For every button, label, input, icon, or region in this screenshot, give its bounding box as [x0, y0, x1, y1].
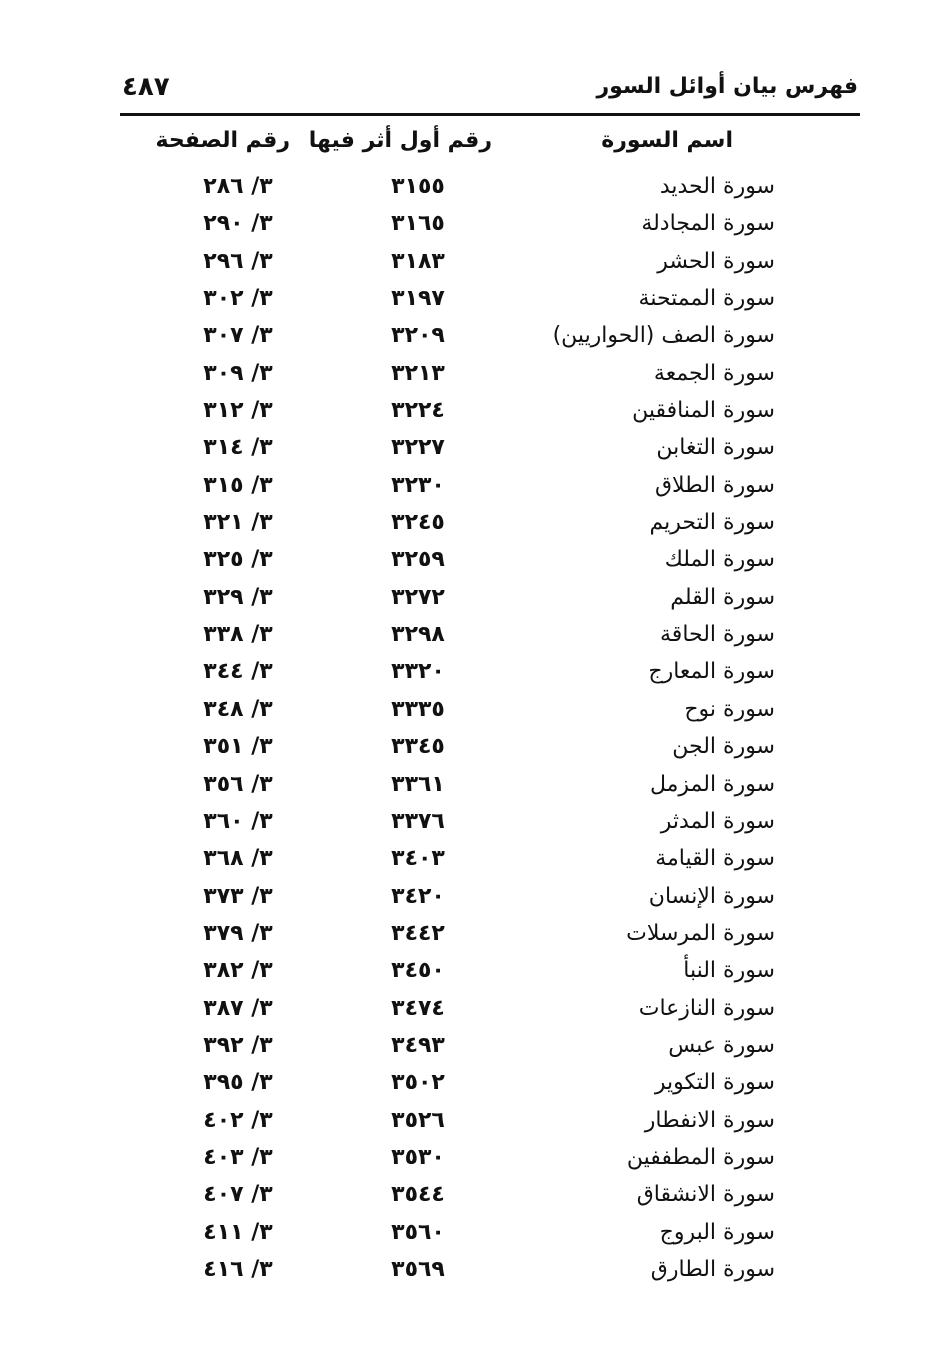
page-reference: ٣/ ٤١١: [203, 1219, 273, 1245]
surah-name: سورة البروج: [659, 1219, 775, 1245]
surah-name: سورة الطارق: [650, 1256, 775, 1282]
surah-name: سورة عبس: [668, 1032, 775, 1058]
table-row: [0, 1064, 938, 1101]
surah-name: سورة التحريم: [649, 510, 775, 536]
column-header-first-athar: رقم أول أثر فيها: [308, 128, 492, 153]
table-row: [0, 1102, 938, 1139]
page-reference: ٣/ ٣٣٨: [203, 622, 273, 648]
table-row: [0, 1251, 938, 1288]
table-row: [0, 766, 938, 803]
table-row: [0, 541, 938, 578]
page-reference: ٣/ ٣٦٠: [203, 808, 273, 834]
table-row: [0, 616, 938, 653]
column-header-page: رقم الصفحة: [155, 128, 290, 153]
first-athar-number: ٣٢٥٩: [391, 547, 445, 573]
table-row: [0, 504, 938, 541]
table-row: [0, 317, 938, 354]
surah-name: سورة الانفطار: [644, 1107, 775, 1133]
page-reference: ٣/ ٤٠٧: [203, 1182, 273, 1208]
page-reference: ٣/ ٢٩٠: [203, 211, 273, 237]
first-athar-number: ٣٥٣٠: [391, 1144, 445, 1170]
surah-name: سورة الجمعة: [653, 360, 775, 386]
page-reference: ٣/ ٢٩٦: [203, 248, 273, 274]
column-header-surah-name: اسم السورة: [601, 128, 733, 153]
table-row: [0, 653, 938, 690]
first-athar-number: ٣٢١٣: [391, 360, 445, 386]
page-reference: ٣/ ٣٩٥: [203, 1070, 273, 1096]
page-reference: ٣/ ٤٠٣: [203, 1144, 273, 1170]
table-row: [0, 205, 938, 242]
surah-name: سورة التغابن: [656, 435, 775, 461]
table-row: [0, 840, 938, 877]
table-row: [0, 280, 938, 317]
table-row: [0, 168, 938, 205]
index-table: [0, 168, 938, 1288]
first-athar-number: ٣٢٧٢: [391, 584, 445, 610]
surah-name: سورة النازعات: [638, 995, 775, 1021]
first-athar-number: ٣٥٢٦: [391, 1107, 445, 1133]
page-reference: ٣/ ٢٨٦: [203, 174, 273, 199]
first-athar-number: ٣٢٢٤: [391, 398, 445, 424]
page-reference: ٣/ ٣٠٧: [203, 323, 273, 349]
first-athar-number: ٣٥٤٤: [391, 1182, 445, 1208]
first-athar-number: ٣١٥٥: [391, 174, 445, 199]
first-athar-number: ٣٤٩٣: [391, 1032, 445, 1058]
page-reference: ٣/ ٣٢٩: [203, 584, 273, 610]
page-reference: ٣/ ٣٢٥: [203, 547, 273, 573]
first-athar-number: ٣١٨٣: [391, 248, 445, 274]
first-athar-number: ٣٥٠٢: [391, 1070, 445, 1096]
surah-name: سورة الانشقاق: [636, 1182, 775, 1208]
page-reference: ٣/ ٣٢١: [203, 510, 273, 536]
surah-name: سورة القلم: [670, 584, 775, 610]
page-reference: ٣/ ٣٧٣: [203, 883, 273, 909]
surah-name: سورة المجادلة: [641, 211, 775, 237]
surah-name: سورة الجن: [672, 734, 775, 760]
surah-name: سورة نوح: [684, 696, 775, 722]
surah-name: سورة الإنسان: [648, 883, 775, 909]
page-reference: ٣/ ٣٦٨: [203, 846, 273, 872]
first-athar-number: ٣٤٢٠: [391, 883, 445, 909]
surah-name: سورة الممتحنة: [638, 286, 775, 312]
column-headers: [0, 0, 938, 170]
page-reference: ٣/ ٣٨٧: [203, 995, 273, 1021]
surah-name: سورة الملك: [664, 547, 775, 573]
page-reference: ٣/ ٣٩٢: [203, 1032, 273, 1058]
first-athar-number: ٣٣٤٥: [391, 734, 445, 760]
table-row: [0, 803, 938, 840]
table-row: [0, 878, 938, 915]
surah-name: سورة المرسلات: [626, 920, 775, 946]
first-athar-number: ٣١٩٧: [391, 286, 445, 312]
table-row: [0, 429, 938, 466]
page-reference: ٣/ ٣٠٢: [203, 286, 273, 312]
page-reference: ٣/ ٣٠٩: [203, 360, 273, 386]
page-number: ٤٨٧: [122, 72, 170, 102]
page-reference: ٣/ ٣٤٤: [203, 659, 273, 685]
table-row: [0, 1176, 938, 1213]
page-reference: ٣/ ٣١٥: [203, 472, 273, 498]
page-reference: ٣/ ٤٠٢: [203, 1107, 273, 1133]
first-athar-number: ٣٣٢٠: [391, 659, 445, 685]
first-athar-number: ٣٤٧٤: [391, 995, 445, 1021]
surah-name: سورة القيامة: [655, 846, 775, 872]
table-row: [0, 990, 938, 1027]
first-athar-number: ٣٢٢٧: [391, 435, 445, 461]
page-reference: ٣/ ٣٧٩: [203, 920, 273, 946]
first-athar-number: ٣٢٩٨: [391, 622, 445, 648]
table-row: [0, 915, 938, 952]
table-row: [0, 243, 938, 280]
first-athar-number: ٣٤٤٢: [391, 920, 445, 946]
table-row: [0, 579, 938, 616]
table-row: [0, 1139, 938, 1176]
surah-name: سورة الصف (الحواريين): [552, 323, 775, 349]
running-title: فهرس بيان أوائل السور: [596, 74, 858, 99]
first-athar-number: ٣٤٥٠: [391, 958, 445, 984]
first-athar-number: ٣٣٧٦: [391, 808, 445, 834]
surah-name: سورة المطففين: [626, 1144, 775, 1170]
table-row: [0, 1027, 938, 1064]
first-athar-number: ٣٢٤٥: [391, 510, 445, 536]
surah-name: سورة الطلاق: [654, 472, 775, 498]
page-reference: ٣/ ٣٥١: [203, 734, 273, 760]
first-athar-number: ٣٥٦٩: [391, 1256, 445, 1282]
surah-name: سورة الحديد: [659, 174, 775, 199]
page-reference: ٣/ ٣٨٢: [203, 958, 273, 984]
surah-name: سورة النبأ: [683, 958, 775, 984]
table-row: [0, 728, 938, 765]
first-athar-number: ٣١٦٥: [391, 211, 445, 237]
surah-name: سورة المنافقين: [632, 398, 775, 424]
surah-name: سورة الحاقة: [660, 622, 775, 648]
surah-name: سورة المزمل: [649, 771, 775, 797]
first-athar-number: ٣٥٦٠: [391, 1219, 445, 1245]
table-row: [0, 691, 938, 728]
table-row: [0, 467, 938, 504]
table-row: [0, 392, 938, 429]
first-athar-number: ٣٣٦١: [391, 771, 445, 797]
page-reference: ٣/ ٣١٢: [203, 398, 273, 424]
page-reference: ٣/ ٤١٦: [203, 1256, 273, 1282]
page-reference: ٣/ ٣١٤: [203, 435, 273, 461]
first-athar-number: ٣٤٠٣: [391, 846, 445, 872]
surah-name: سورة المدثر: [660, 808, 775, 834]
surah-name: سورة المعارج: [648, 659, 775, 685]
table-row: [0, 952, 938, 989]
surah-name: سورة التكوير: [654, 1070, 775, 1096]
first-athar-number: ٣٢٣٠: [391, 472, 445, 498]
first-athar-number: ٣٣٣٥: [391, 696, 445, 722]
table-row: [0, 355, 938, 392]
surah-name: سورة الحشر: [657, 248, 775, 274]
page-reference: ٣/ ٣٥٦: [203, 771, 273, 797]
page-reference: ٣/ ٣٤٨: [203, 696, 273, 722]
table-row: [0, 1214, 938, 1251]
first-athar-number: ٣٢٠٩: [391, 323, 445, 349]
